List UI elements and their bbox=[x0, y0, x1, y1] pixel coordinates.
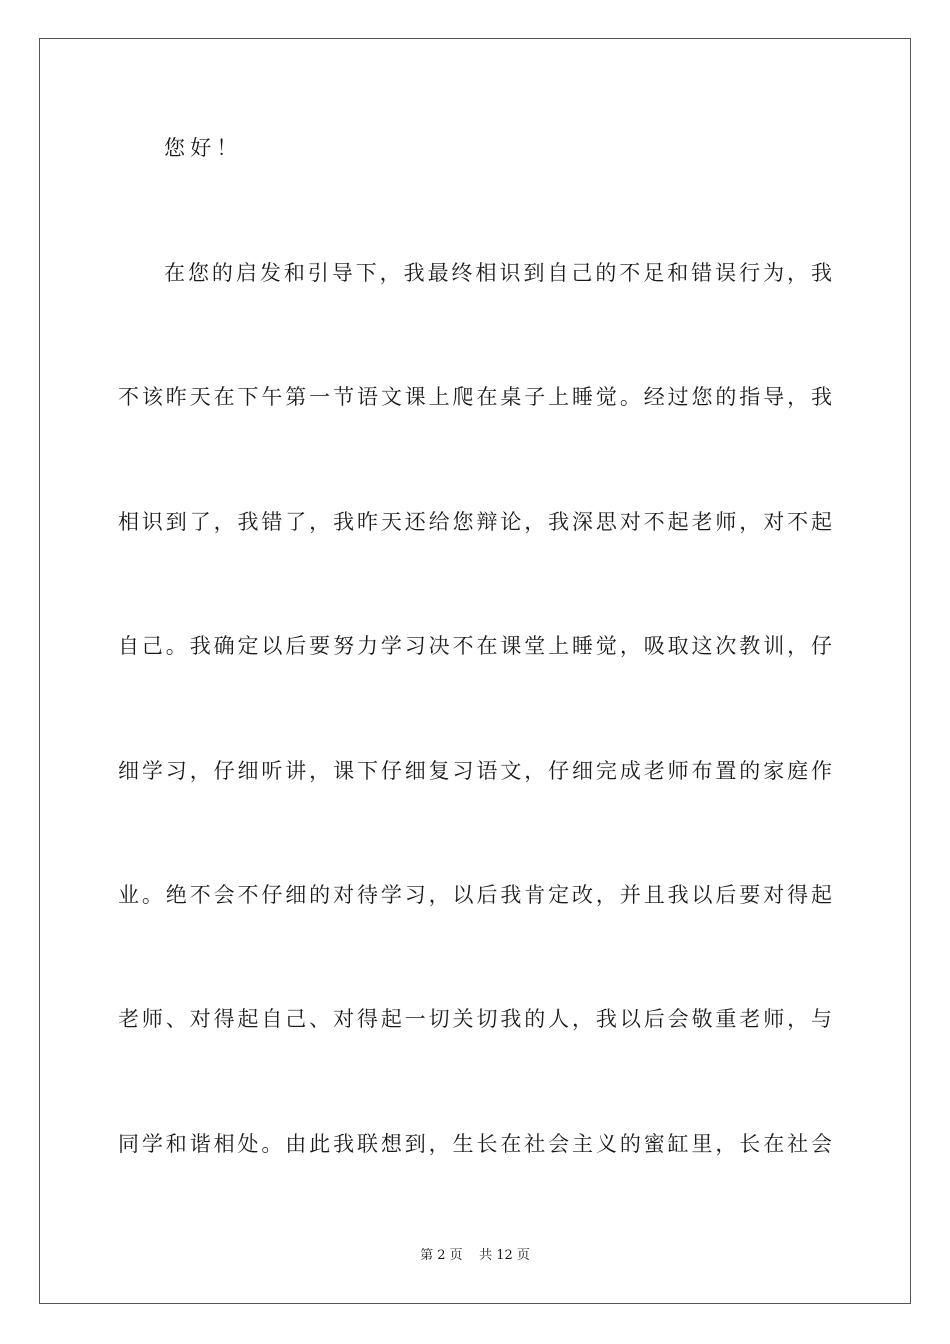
body-line-8: 同学和谐相处。由此我联想到，生长在社会主义的蜜缸里，长在社会 bbox=[118, 1132, 832, 1156]
body-line-3: 相识到了，我错了，我昨天还给您辩论，我深思对不起老师，对不起 bbox=[118, 510, 832, 534]
greeting-line: 您好！ bbox=[164, 136, 243, 160]
body-line-4: 自己。我确定以后要努力学习决不在课堂上睡觉，吸取这次教训，仔 bbox=[118, 634, 832, 658]
body-line-1: 在您的启发和引导下，我最终相识到自己的不足和错误行为，我 bbox=[164, 261, 832, 285]
body-line-7: 老师、对得起自己、对得起一切关切我的人，我以后会敬重老师，与 bbox=[118, 1007, 832, 1031]
page-border bbox=[39, 38, 911, 1304]
body-line-2: 不该昨天在下午第一节语文课上爬在桌子上睡觉。经过您的指导，我 bbox=[118, 385, 832, 409]
body-line-5: 细学习，仔细听讲，课下仔细复习语文，仔细完成老师布置的家庭作 bbox=[118, 759, 832, 783]
body-line-6: 业。绝不会不仔细的对待学习，以后我肯定改，并且我以后要对得起 bbox=[118, 883, 832, 907]
page-number-footer: 第 2 页 共 12 页 bbox=[420, 1248, 530, 1263]
